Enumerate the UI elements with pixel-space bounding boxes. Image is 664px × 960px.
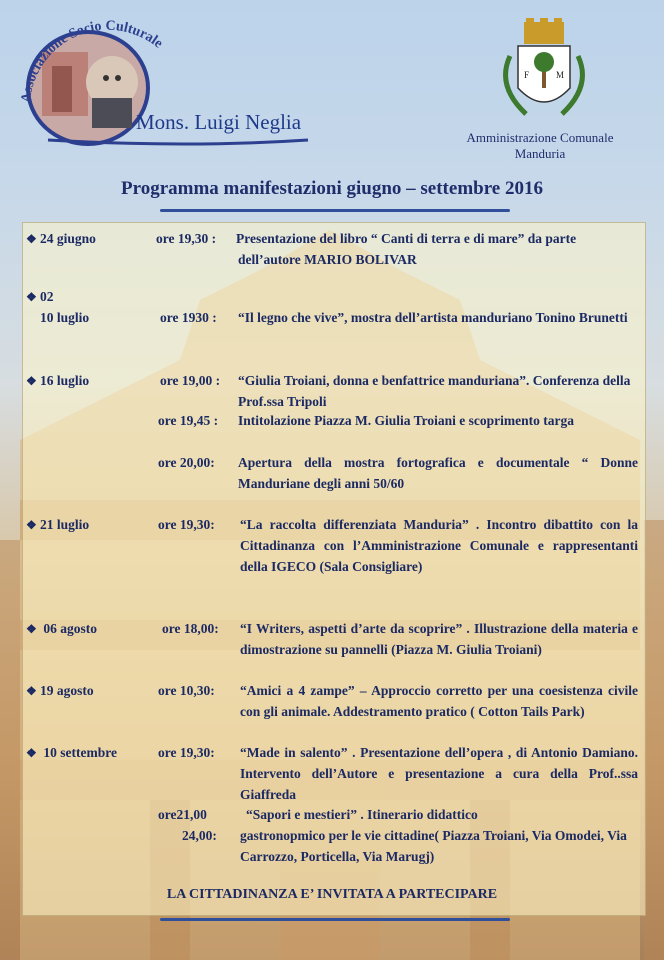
event-item	[26, 618, 638, 682]
event-time: ore 19,00 :	[160, 373, 221, 388]
municipality-line-2: Manduria	[514, 146, 566, 161]
event-date	[26, 370, 89, 392]
bullet-icon: ❖	[26, 232, 37, 246]
event-date	[26, 680, 94, 702]
bullet-icon: ❖	[26, 746, 37, 760]
event-description: “I Writers, aspetti d’arte da scoprire” . Illustrazione della materia e dimostrazione su pannelli (Piazza M. Giulia Troiani)	[240, 621, 638, 657]
event-item	[26, 286, 638, 348]
event-time-end: 24,00:	[182, 828, 217, 843]
event-item	[26, 370, 638, 414]
municipality-caption	[440, 130, 640, 162]
event-time: ore 18,00:	[162, 621, 219, 636]
manduria-coat-of-arms-icon	[496, 16, 592, 126]
event-date	[26, 514, 89, 536]
event-description: “Amici a 4 zampe” – Approccio corretto per una coesistenza civile con gli animale. Addestramento pratico ( Cotton Tails Park)	[240, 683, 638, 719]
event-date-text: 06 agosto	[43, 621, 97, 636]
event-date-text: 10 settembre	[43, 745, 117, 760]
bullet-icon: ❖	[26, 518, 37, 532]
event-description: Presentazione del libro “ Canti di terra e di mare” da parte dell’autore MARIO BOLIVAR	[236, 231, 577, 267]
event-description: “Made in salento” . Presentazione dell’opera , di Antonio Damiano. Intervento dell’Autore e presentazione a cura della Prof..ssa Giaffreda	[240, 745, 638, 802]
municipality-line-1: Amministrazione Comunale	[466, 130, 614, 145]
event-item	[26, 742, 638, 806]
heading-divider	[160, 209, 510, 212]
footer-divider	[160, 918, 510, 921]
event-item	[26, 680, 638, 744]
association-logo	[8, 8, 328, 148]
event-description: “La raccolta differenziata Manduria” . Incontro dibattito con la Cittadinanza con l’Amministrazione Comunale e rappresentanti della IGECO (Sala Consigliare)	[240, 517, 638, 574]
event-date	[26, 286, 54, 308]
logo-arc-text: Associazione Socio Culturale	[18, 18, 166, 104]
event-time: ore 19,30:	[158, 745, 215, 760]
event-date-text: 16 luglio	[40, 373, 90, 388]
event-date	[26, 618, 97, 640]
event-item	[26, 410, 638, 454]
event-description: Apertura della mostra fortografica e documentale “ Donne Manduriane degli anni 50/60	[238, 455, 638, 491]
crest-letter-m: M	[556, 70, 565, 80]
event-item	[26, 514, 638, 600]
event-date-text: 02	[40, 289, 54, 304]
bullet-icon: ❖	[26, 290, 37, 304]
crest-letter-f: F	[524, 70, 530, 80]
event-time: ore 19,30:	[158, 517, 215, 532]
event-date-text: 19 agosto	[40, 683, 94, 698]
event-description: gastronopmico per le vie cittadine( Piazza Troiani, Via Omodei, Via Carrozzo, Porticella, Via Marugj)	[240, 828, 627, 864]
bullet-icon: ❖	[26, 374, 37, 388]
program-heading: Programma manifestazioni giugno – settembre 2016	[121, 178, 543, 199]
event-time: ore 20,00:	[158, 455, 215, 470]
event-date-end: 10 luglio	[40, 310, 90, 325]
event-item	[26, 804, 638, 868]
event-description: “Giulia Troiani, donna e benfattrice manduriana”. Conferenza della Prof.ssa Tripoli	[238, 373, 631, 409]
event-description-title: “Sapori e mestieri” . Itinerario didattico	[246, 807, 478, 822]
event-item	[26, 452, 638, 496]
event-date-text: 24 giugno	[40, 231, 96, 246]
event-date	[26, 228, 96, 250]
event-description: “Il legno che vive”, mostra dell’artista manduriano Tonino Brunetti	[238, 310, 628, 325]
bullet-icon: ❖	[26, 684, 37, 698]
event-time: ore 10,30:	[158, 683, 215, 698]
event-time: ore 19,30 :	[156, 231, 217, 246]
event-time: ore 19,45 :	[158, 413, 219, 428]
event-time: ore 1930 :	[160, 310, 217, 325]
event-date-text: 21 luglio	[40, 517, 90, 532]
event-date	[26, 742, 117, 764]
event-item	[26, 228, 638, 272]
bullet-icon: ❖	[26, 622, 37, 636]
association-name: Mons. Luigi Neglia	[136, 110, 302, 134]
event-description: Intitolazione Piazza M. Giulia Troiani e scoprimento targa	[238, 413, 574, 428]
closing-invitation: LA CITTADINANZA E’ INVITATA A PARTECIPARE	[166, 887, 498, 902]
event-time: ore21,00	[158, 807, 207, 822]
